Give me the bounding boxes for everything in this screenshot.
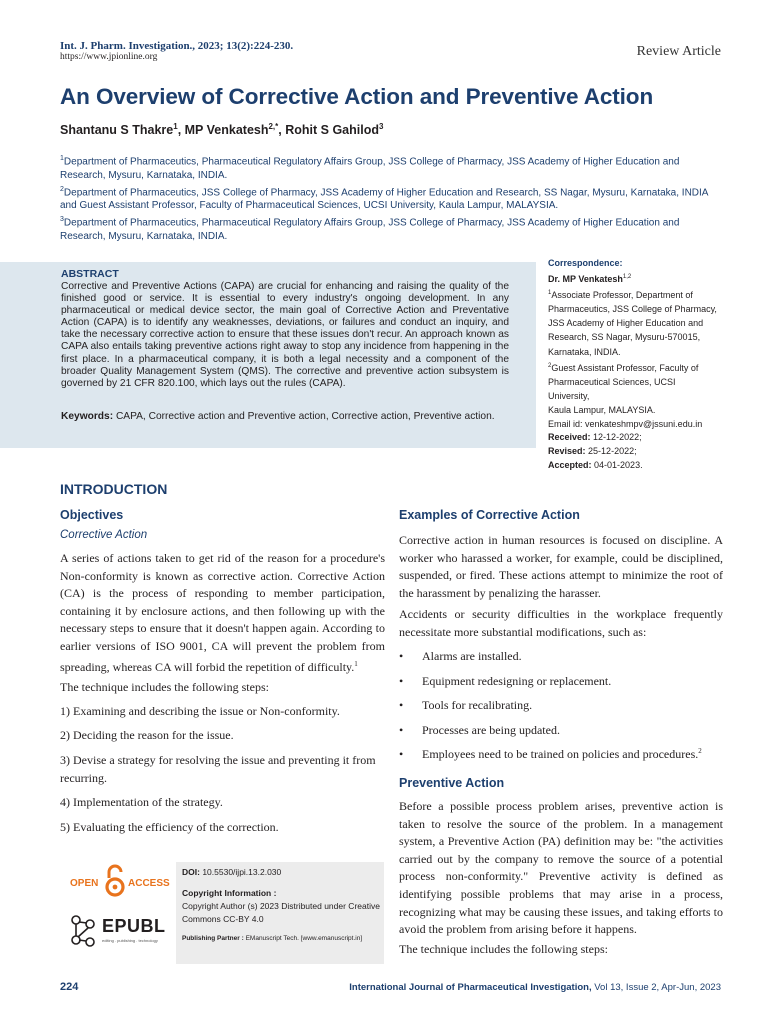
author-name: Rohit S Gahilod	[285, 123, 379, 138]
corr-text: Karnataka, INDIA.	[548, 346, 621, 357]
publishing-text: EManuscript Tech. [www.emanuscript.in]	[245, 935, 363, 942]
article-type: Review Article	[636, 44, 721, 59]
doi-value: 10.5530/ijpi.13.2.030	[202, 867, 282, 877]
epubl-tagline: editing . publishing . technology	[102, 938, 158, 943]
corr-sup: 1	[548, 290, 552, 297]
list-item	[399, 747, 723, 772]
abstract-heading: ABSTRACT	[61, 268, 119, 280]
date-label: Accepted:	[548, 460, 592, 471]
footer-issue: Vol 13, Issue 2, Apr-Jun, 2023	[594, 982, 721, 993]
affiliation-text: Department of Pharmaceutics, Pharmaceutical Regulatory Affairs Group, JSS College of Pharmacy, JSS Academy of Higher Education and Research, Mysuru, Karnataka, INDIA.	[60, 156, 680, 181]
bullet-text: Equipment redesigning or replacement.	[422, 673, 612, 688]
objectives-heading: Objectives	[60, 508, 124, 522]
paper-title: An Overview of Corrective Action and Preventive Action	[60, 84, 654, 109]
corr-line	[548, 302, 718, 316]
list-item	[399, 649, 723, 674]
affiliation	[60, 183, 710, 214]
affiliation	[60, 213, 710, 244]
author-sup: 1	[173, 122, 178, 131]
open-access-lock-icon	[104, 864, 126, 898]
date-received	[548, 430, 643, 444]
steps-intro: The technique includes the following steps:	[60, 680, 269, 694]
corr-text: Pharmaceutics, JSS College of Pharmacy,	[548, 304, 717, 315]
article-info-text	[182, 866, 382, 945]
step-item: 5) Evaluating the efficiency of the correction.	[60, 820, 279, 834]
copyright-label: Copyright Information :	[182, 888, 277, 898]
date-revised	[548, 444, 643, 458]
corr-email[interactable]	[548, 417, 718, 431]
bullet-text: Employees need to be trained on policies and procedures.	[422, 747, 699, 761]
abstract-text: Corrective and Preventive Actions (CAPA) are crucial for enhancing and raising the quality of the finished good or service. It is essential to every industry's ongoing development. In any pharmaceutical or medical device sector, the main goal of Corrective Action and Preventative Action (CAPA) is to identify any weaknesses, deviations, or failures and conduct an inquiry, and take the necessary corrective action to ensure that these issues don't recur. An approach known as CAPA also entails taking preventive actions right away to stop any incidence from happening in the first place. In a pharmaceutical company, it is both a legal necessity and a component of the broader Quality Management System (QMS). The corrective and preventive action subsystem is governed by 21 CFR 820.100, which lays out the rules (CAPA).	[61, 281, 509, 389]
date-label: Received:	[548, 432, 591, 442]
corr-name-sup: 1,2	[622, 274, 632, 281]
publishing-label: Publishing Partner :	[182, 935, 244, 942]
pa-steps-intro: The technique includes the following steps:	[399, 942, 608, 956]
step-item: 3) Devise a strategy for resolving the issue and preventing it from recurring.	[60, 753, 376, 785]
affiliation	[60, 152, 710, 183]
list-item	[399, 698, 723, 723]
publishing-partner	[182, 932, 382, 945]
correspondence	[548, 256, 718, 431]
epubl-wordmark: EPUBL	[102, 916, 166, 936]
corr-text: Pharmaceutical Sciences, UCSI University,	[548, 376, 676, 401]
corr-line	[548, 359, 718, 375]
preventive-action-heading: Preventive Action	[399, 776, 505, 790]
corr-line	[548, 345, 718, 359]
open-access-text-open: OPEN	[70, 878, 99, 889]
journal-url[interactable]: https://www.jpionline.org	[60, 52, 158, 62]
affiliation-text: Department of Pharmaceutics, Pharmaceutical Regulatory Affairs Group, JSS College of Pharmacy, JSS Academy of Higher Education and Research, Mysuru, Karnataka, INDIA.	[60, 217, 680, 242]
introduction-heading: INTRODUCTION	[60, 481, 168, 497]
list-item	[399, 674, 723, 699]
corr-text: Guest Assistant Professor, Faculty of	[551, 362, 699, 373]
examples-bullet-list	[399, 649, 723, 772]
author-sup: 3	[378, 122, 384, 131]
journal-reference: Int. J. Pharm. Investigation., 2023; 13(2):224-230.	[60, 40, 294, 52]
correspondence-name	[548, 270, 718, 286]
date-label: Revised:	[548, 446, 586, 457]
page-number: 224	[60, 981, 79, 993]
corr-sup: 2	[548, 362, 552, 369]
copyright-text: Copyright Author (s) 2023 Distributed under Creative Commons CC-BY 4.0	[182, 901, 380, 924]
corrective-action-paragraph	[60, 550, 385, 676]
corrective-action-subheading: Corrective Action	[60, 529, 148, 541]
examples-heading: Examples of Corrective Action	[399, 508, 580, 522]
correspondence-heading: Correspondence:	[548, 258, 623, 268]
corr-line	[548, 375, 718, 403]
date-accepted	[548, 458, 643, 472]
article-dates	[548, 430, 643, 472]
affiliations	[60, 152, 710, 244]
corr-text: JSS Academy of Higher Education and	[548, 318, 704, 329]
step-item: 4) Implementation of the strategy.	[60, 795, 223, 809]
list-item	[399, 723, 723, 748]
footer-journal-name: International Journal of Pharmaceutical Investigation,	[349, 982, 592, 993]
ca-text: A series of actions taken to get rid of the reason for a procedure's Non-conformity is known as corrective action. Corrective Action (CA) is the process of responding to member participation, containing it by enclosure actions, and then following up with the necessary steps to ensure that it doesn't happen again. According to earlier versions of ISO 9001, CA will prevent the problem from spreading, whereas CA will forbid the repetition of difficulty.	[60, 551, 385, 674]
examples-paragraph-1: Corrective action in human resources is focused on discipline. A worker who harassed a worker, for example, could be disciplined, suspended, or fired. These actions attempt to minimize the root of the harassment by penalizing the harasser.	[399, 533, 723, 600]
step-item: 2) Deciding the reason for the issue.	[60, 728, 234, 742]
affiliation-sup: 2	[60, 185, 64, 193]
corr-text: Associate Professor, Department of	[551, 290, 693, 301]
citation-ref: 2	[698, 747, 702, 755]
author-name: MP Venkatesh	[184, 123, 269, 138]
examples-paragraph-2: Accidents or security difficulties in the workplace frequently necessitate more substantial modifications, such as:	[399, 607, 723, 639]
affiliation-text: Department of Pharmaceutics, JSS College of Pharmacy, JSS Academy of Higher Education and Research, SS Nagar, Mysuru, Karnataka, INDIA and Guest Assistant Professor, Faculty of Pharmaceutical Sciences, UCSI University, Kaula Lampur, MALAYSIA.	[60, 186, 708, 212]
affiliation-sup: 1	[60, 155, 64, 162]
bullet-text: Tools for recalibrating.	[422, 698, 533, 712]
doi[interactable]	[182, 866, 382, 879]
keywords-label: Keywords:	[61, 411, 114, 422]
preventive-action-paragraph: Before a possible process problem arises, preventive action is taken to resolve the source of the problem. In a management system, a Preventive Action (PA) definition may be: "the activities carried out by the company to remove the source of a potential process non-conformity." Preventive activity is defined as identifying possible problems that may arise in a process, recognizing what may be causing these issues, and taking efforts to avoid the problem from arising before it happens.	[399, 799, 723, 937]
corr-line	[548, 330, 718, 344]
author-name: Shantanu S Thakre	[60, 123, 174, 138]
bullet-text: Processes are being updated.	[422, 722, 560, 737]
corr-line	[548, 316, 718, 330]
citation-ref: 1	[354, 659, 358, 668]
bullet-text: Alarms are installed.	[422, 649, 522, 663]
date-value: 04-01-2023.	[594, 460, 643, 471]
date-value: 25-12-2022;	[588, 446, 637, 457]
doi-label: DOI:	[182, 867, 200, 877]
epubl-network-icon	[68, 912, 98, 950]
date-value: 12-12-2022;	[593, 432, 642, 442]
corr-text: Research, SS Nagar, Mysuru-570015,	[548, 332, 701, 343]
footer-journal	[349, 982, 721, 993]
affiliation-sup: 3	[60, 216, 64, 224]
open-access-text-access: ACCESS	[128, 878, 170, 889]
corr-line	[548, 286, 718, 302]
corr-name-text: Dr. MP Venkatesh	[548, 274, 623, 285]
publisher-logos	[66, 862, 170, 962]
corr-text: Kaula Lampur, MALAYSIA.	[548, 404, 656, 415]
author-sup: 2,*	[268, 122, 279, 131]
corr-line	[548, 403, 718, 417]
keywords-text: CAPA, Corrective action and Preventive action, Corrective action, Preventive action.	[115, 411, 495, 422]
keywords	[61, 411, 521, 422]
step-item: 1) Examining and describing the issue or Non-conformity.	[60, 704, 340, 718]
author-list: Shantanu S Thakre$^1$, MP Venkatesh$^{2,*}$, Rohit S Gahilod$^3$	[60, 122, 384, 138]
corr-text: Email id: venkateshmpv@jssuni.edu.in	[548, 419, 703, 430]
